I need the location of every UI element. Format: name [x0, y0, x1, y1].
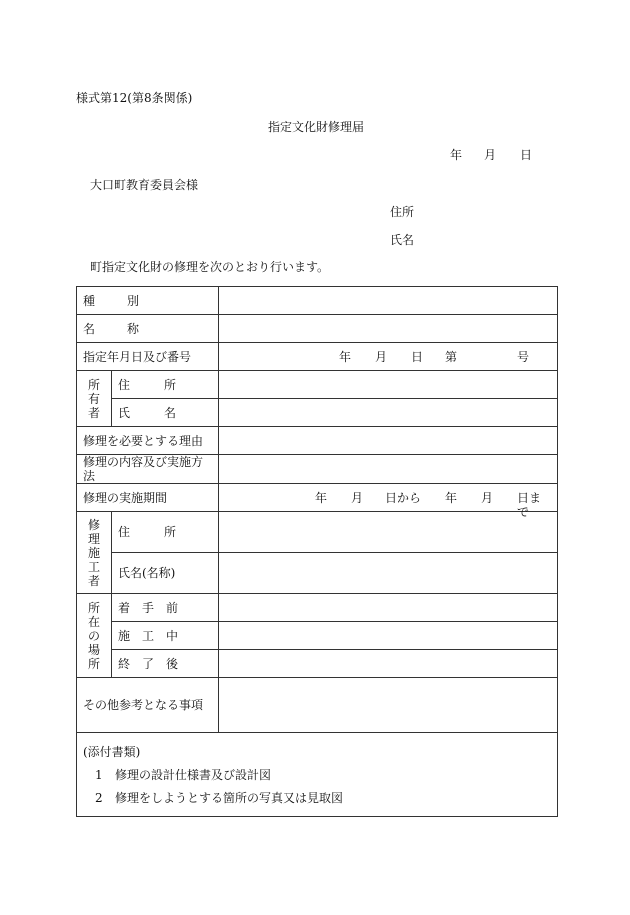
- contractor-address-field[interactable]: [219, 512, 558, 553]
- owner-address-label: 住 所: [112, 371, 219, 399]
- name-label: 名 称: [77, 315, 219, 343]
- attachment-item: 2 修理をしようとする箇所の写真又は見取図: [95, 790, 344, 805]
- row-contractor-address: [77, 512, 558, 553]
- designation-field[interactable]: 年 月 日 第 号: [219, 343, 558, 371]
- name-field[interactable]: [219, 315, 558, 343]
- contractor-name-label: 氏名(名称): [112, 553, 219, 594]
- attachment-item: 1 修理の設計仕様書及び設計図: [95, 767, 272, 782]
- owner-group-label: 所 有 者: [77, 371, 112, 427]
- contractor-name-field[interactable]: [219, 553, 558, 594]
- other-field[interactable]: [219, 678, 558, 733]
- before-label: 着 手 前: [112, 594, 219, 622]
- row-period: [77, 484, 558, 512]
- applicant-name-label: 氏名: [390, 233, 415, 247]
- row-owner-name: [77, 399, 558, 427]
- row-reason: [77, 427, 558, 455]
- during-field[interactable]: [219, 622, 558, 650]
- row-location-before: [77, 594, 558, 622]
- location-group-label: 所 在 の 場 所: [77, 594, 112, 678]
- attachments-section: [77, 733, 558, 817]
- intro-text: 町指定文化財の修理を次のとおり行います。: [90, 260, 330, 274]
- addressee: 大口町教育委員会様: [90, 178, 199, 192]
- method-field[interactable]: [219, 455, 558, 484]
- reason-field[interactable]: [219, 427, 558, 455]
- page-title: 指定文化財修理届: [268, 120, 365, 134]
- attachments-title: (添付書類): [83, 744, 141, 759]
- row-owner-address: [77, 371, 558, 399]
- owner-name-field[interactable]: [219, 399, 558, 427]
- applicant-address-label: 住所: [390, 205, 415, 219]
- before-field[interactable]: [219, 594, 558, 622]
- row-other: [77, 678, 558, 733]
- kind-field[interactable]: [219, 287, 558, 315]
- row-name: [77, 315, 558, 343]
- designation-label: 指定年月日及び番号: [77, 343, 219, 371]
- reason-label: 修理を必要とする理由: [77, 427, 219, 455]
- period-field[interactable]: 年 月 日から 年 月 日まで: [219, 484, 558, 512]
- owner-address-field[interactable]: [219, 371, 558, 399]
- row-contractor-name: [77, 553, 558, 594]
- row-attachments: [77, 733, 558, 817]
- kind-label: 種 別: [77, 287, 219, 315]
- row-method: [77, 455, 558, 484]
- row-kind: [77, 287, 558, 315]
- contractor-address-label: 住 所: [112, 512, 219, 553]
- method-label: 修理の内容及び実施方法: [77, 455, 219, 484]
- period-label: 修理の実施期間: [77, 484, 219, 512]
- submission-year-label: 年: [450, 148, 463, 162]
- row-location-during: [77, 622, 558, 650]
- contractor-group-label: 修 理 施 工 者: [77, 512, 112, 594]
- row-location-after: [77, 650, 558, 678]
- repair-form-table: [76, 286, 558, 817]
- after-label: 終 了 後: [112, 650, 219, 678]
- row-designation: [77, 343, 558, 371]
- owner-name-label: 氏 名: [112, 399, 219, 427]
- submission-month-label: 月: [484, 148, 497, 162]
- submission-day-label: 日: [520, 148, 533, 162]
- during-label: 施 工 中: [112, 622, 219, 650]
- other-label: その他参考となる事項: [77, 678, 219, 733]
- form-number: 様式第12(第8条関係): [76, 91, 193, 105]
- after-field[interactable]: [219, 650, 558, 678]
